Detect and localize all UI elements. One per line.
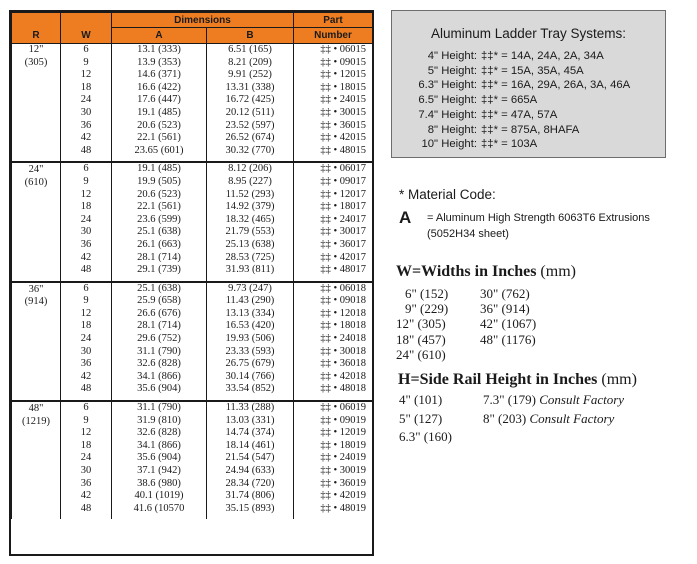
table-row [12, 132, 373, 145]
table-row [12, 333, 373, 346]
height-option-consult [483, 410, 614, 429]
header-a: A [112, 28, 207, 44]
systems-models: ‡‡* = 665A [481, 94, 538, 107]
widths-title [396, 263, 576, 281]
dimension-a-cell: 29.1 (739) [112, 264, 207, 277]
table-row [12, 465, 373, 478]
table-row [12, 346, 373, 359]
widths-title-text: W=Widths in Inches [396, 263, 537, 280]
width-option: 24" (610) [396, 346, 446, 362]
table-row [12, 490, 373, 503]
part-number-cell: ‡‡ • 12019 [294, 427, 373, 440]
table-row [12, 308, 373, 321]
table-row [12, 162, 373, 176]
table-row [12, 320, 373, 333]
width-cell: 12 [61, 308, 112, 321]
part-number-cell: ‡‡ • 48019 [294, 503, 373, 516]
part-number-cell: ‡‡ • 06018 [294, 282, 373, 296]
dimension-b-cell: 11.52 (293) [207, 189, 294, 202]
dimension-b-cell: 26.52 (674) [207, 132, 294, 145]
width-cell: 12 [61, 69, 112, 82]
part-number-cell: ‡‡ • 09015 [294, 57, 373, 70]
width-cell: 24 [61, 452, 112, 465]
table-row [12, 415, 373, 428]
systems-line [392, 64, 665, 79]
width-cell: 18 [61, 440, 112, 453]
width-option: 6" (152) [405, 286, 449, 301]
header-w: W [61, 13, 112, 44]
dimension-a-cell: 28.1 (714) [112, 320, 207, 333]
dimension-b-cell: 6.51 (165) [207, 44, 294, 57]
dimension-a-cell: 19.9 (505) [112, 176, 207, 189]
table-row [12, 452, 373, 465]
systems-models: ‡‡* = 47A, 57A [481, 108, 558, 121]
table-row [12, 189, 373, 202]
width-cell: 36 [61, 358, 112, 371]
width-cell: 42 [61, 252, 112, 265]
width-option: 36" (914) [480, 301, 530, 317]
part-number-cell: ‡‡ • 30015 [294, 107, 373, 120]
systems-models: ‡‡* = 875A, 8HAFA [481, 123, 580, 136]
table-row [12, 401, 373, 415]
material-description [427, 210, 650, 242]
table-row [12, 214, 373, 227]
dimension-b-cell: 30.14 (766) [207, 371, 294, 384]
radius-cell [12, 44, 61, 163]
part-number-cell: ‡‡ • 09017 [294, 176, 373, 189]
radius-cell [12, 282, 61, 401]
radius-inches: 12" [28, 44, 44, 55]
dimension-b-cell: 14.92 (379) [207, 201, 294, 214]
dimension-a-cell: 13.1 (333) [112, 44, 207, 57]
part-number-cell: ‡‡ • 12017 [294, 189, 373, 202]
dimension-b-cell: 24.94 (633) [207, 465, 294, 478]
dimension-a-cell: 31.1 (790) [112, 401, 207, 415]
table-row [12, 427, 373, 440]
material-code-title: * Material Code: [399, 187, 496, 202]
radius-cell [12, 162, 61, 281]
spacer-cell [61, 515, 112, 519]
dimension-a-cell: 34.1 (866) [112, 440, 207, 453]
width-cell: 6 [61, 44, 112, 57]
height-value: 8" (203) [483, 410, 527, 426]
table-row [12, 94, 373, 107]
dimension-a-cell: 13.9 (353) [112, 57, 207, 70]
systems-line [392, 49, 665, 64]
systems-models: ‡‡* = 16A, 29A, 26A, 3A, 46A [481, 79, 631, 92]
width-option: 42" (1067) [480, 316, 537, 332]
width-cell: 12 [61, 189, 112, 202]
part-number-cell: ‡‡ • 42015 [294, 132, 373, 145]
dimension-a-cell: 22.1 (561) [112, 201, 207, 214]
table-row [12, 282, 373, 296]
table-row [12, 358, 373, 371]
dimension-b-cell: 35.15 (893) [207, 503, 294, 516]
table-row [12, 201, 373, 214]
table-row [12, 440, 373, 453]
width-option: 18" (457) [396, 331, 446, 347]
table-row [12, 383, 373, 396]
width-cell: 48 [61, 383, 112, 396]
systems-line [392, 137, 665, 152]
dimension-b-cell: 23.33 (593) [207, 346, 294, 359]
dimension-b-cell: 31.74 (806) [207, 490, 294, 503]
part-number-cell: ‡‡ • 09019 [294, 415, 373, 428]
systems-models: ‡‡* = 103A [481, 138, 538, 151]
dimension-b-cell: 28.53 (725) [207, 252, 294, 265]
dimension-a-cell: 35.6 (904) [112, 383, 207, 396]
systems-height: 6.5" Height: [418, 94, 477, 107]
table-row [12, 44, 373, 57]
dimension-a-cell: 23.65 (601) [112, 145, 207, 158]
dimension-a-cell: 37.1 (942) [112, 465, 207, 478]
dimension-b-cell: 20.12 (511) [207, 107, 294, 120]
dimension-a-cell: 34.1 (866) [112, 371, 207, 384]
dimension-b-cell: 23.52 (597) [207, 120, 294, 133]
dimensions-table [9, 10, 374, 556]
systems-line [392, 78, 665, 93]
part-number-cell: ‡‡ • 48017 [294, 264, 373, 277]
radius-cell [12, 401, 61, 519]
dimension-a-cell: 16.6 (422) [112, 82, 207, 95]
dimension-b-cell: 13.31 (338) [207, 82, 294, 95]
consult-factory-note: Consult Factory [539, 392, 625, 407]
dimension-b-cell: 25.13 (638) [207, 239, 294, 252]
width-cell: 42 [61, 132, 112, 145]
radius-mm: (305) [24, 56, 48, 68]
dimension-a-cell: 19.1 (485) [112, 107, 207, 120]
width-cell: 9 [61, 295, 112, 308]
part-number-cell: ‡‡ • 48015 [294, 145, 373, 158]
ladder-tray-systems-box [391, 10, 666, 158]
radius-inches: 48" [28, 403, 44, 415]
heights-title-unit: (mm) [601, 371, 637, 388]
part-number-cell: ‡‡ • 36015 [294, 120, 373, 133]
dimension-b-cell: 11.43 (290) [207, 295, 294, 308]
systems-height: 4" Height: [427, 50, 477, 62]
width-option: 30" (762) [480, 286, 530, 301]
part-number-cell: ‡‡ • 24019 [294, 452, 373, 465]
dimension-b-cell: 11.33 (288) [207, 401, 294, 415]
table-row [12, 226, 373, 239]
dimension-a-cell: 25.9 (658) [112, 295, 207, 308]
dimension-b-cell: 9.73 (247) [207, 282, 294, 296]
width-cell: 24 [61, 214, 112, 227]
table-row [12, 107, 373, 120]
dimension-b-cell: 8.21 (209) [207, 57, 294, 70]
dimension-a-cell: 26.6 (676) [112, 308, 207, 321]
table-row [12, 264, 373, 277]
heights-title-text: H=Side Rail Height in Inches [398, 371, 598, 388]
dimension-b-cell: 18.14 (461) [207, 440, 294, 453]
height-option: 5" (127) [399, 410, 443, 426]
table-row [12, 295, 373, 308]
part-number-cell: ‡‡ • 30018 [294, 346, 373, 359]
dimension-b-cell: 21.54 (547) [207, 452, 294, 465]
part-number-cell: ‡‡ • 30017 [294, 226, 373, 239]
part-number-cell: ‡‡ • 06015 [294, 44, 373, 57]
radius-mm: (610) [24, 176, 48, 188]
systems-models: ‡‡* = 14A, 24A, 2A, 34A [481, 50, 604, 62]
width-cell: 18 [61, 82, 112, 95]
height-option: 4" (101) [399, 392, 443, 407]
dimension-b-cell: 8.12 (206) [207, 162, 294, 176]
header-r: R [12, 13, 61, 44]
dimension-b-cell: 18.32 (465) [207, 214, 294, 227]
width-cell: 24 [61, 333, 112, 346]
dimension-a-cell: 31.9 (810) [112, 415, 207, 428]
part-number-cell: ‡‡ • 42018 [294, 371, 373, 384]
systems-title: Aluminum Ladder Tray Systems: [430, 26, 627, 41]
width-cell: 48 [61, 145, 112, 158]
dimension-b-cell: 13.03 (331) [207, 415, 294, 428]
systems-height: 8" Height: [427, 123, 477, 136]
width-option: 9" (229) [405, 301, 449, 317]
width-option: 12" (305) [396, 316, 446, 332]
dimension-a-cell: 41.6 (10570 [112, 503, 207, 516]
width-cell: 30 [61, 107, 112, 120]
dimension-a-cell: 25.1 (638) [112, 282, 207, 296]
dimension-b-cell: 33.54 (852) [207, 383, 294, 396]
width-cell: 18 [61, 320, 112, 333]
radius-inches: 24" [28, 164, 44, 176]
dimension-b-cell: 16.72 (425) [207, 94, 294, 107]
dimension-b-cell: 21.79 (553) [207, 226, 294, 239]
width-cell: 48 [61, 503, 112, 516]
width-cell: 36 [61, 478, 112, 491]
table-row [12, 371, 373, 384]
table-row [12, 120, 373, 133]
height-option-consult [483, 391, 624, 410]
radius-mm: (914) [24, 296, 48, 308]
dimension-b-cell: 8.95 (227) [207, 176, 294, 189]
part-number-cell: ‡‡ • 36018 [294, 358, 373, 371]
width-cell: 30 [61, 226, 112, 239]
dimension-a-cell: 32.6 (828) [112, 427, 207, 440]
systems-height: 10" Height: [421, 138, 477, 151]
dimension-a-cell: 14.6 (371) [112, 69, 207, 82]
part-number-cell: ‡‡ • 18018 [294, 320, 373, 333]
width-cell: 9 [61, 57, 112, 70]
part-number-cell: ‡‡ • 24017 [294, 214, 373, 227]
part-number-cell: ‡‡ • 18019 [294, 440, 373, 453]
dimension-b-cell: 19.93 (506) [207, 333, 294, 346]
width-cell: 9 [61, 176, 112, 189]
height-option: 6.3" (160) [399, 429, 452, 444]
dimension-b-cell: 30.32 (770) [207, 145, 294, 158]
dimension-b-cell: 14.74 (374) [207, 427, 294, 440]
dimension-b-cell: 31.93 (811) [207, 264, 294, 277]
part-number-cell: ‡‡ • 36017 [294, 239, 373, 252]
width-cell: 30 [61, 465, 112, 478]
table-row [12, 82, 373, 95]
material-desc-line1: = Aluminum High Strength 6063T6 Extrusions [427, 212, 650, 224]
systems-line [392, 108, 665, 123]
width-cell: 24 [61, 94, 112, 107]
dimension-a-cell: 29.6 (752) [112, 333, 207, 346]
header-part-top: Part [294, 13, 373, 28]
dimension-a-cell: 38.6 (980) [112, 478, 207, 491]
header-part-bottom: Number [294, 28, 373, 44]
header-b: B [207, 28, 294, 44]
width-cell: 9 [61, 415, 112, 428]
part-number-cell: ‡‡ • 18015 [294, 82, 373, 95]
part-number-cell: ‡‡ • 12018 [294, 308, 373, 321]
dimension-a-cell: 31.1 (790) [112, 346, 207, 359]
group-spacer [12, 515, 373, 519]
dimension-a-cell: 32.6 (828) [112, 358, 207, 371]
width-cell: 36 [61, 239, 112, 252]
part-number-cell: ‡‡ • 09018 [294, 295, 373, 308]
table-body [12, 44, 373, 520]
part-number-cell: ‡‡ • 42017 [294, 252, 373, 265]
dimensions-grid [11, 12, 373, 519]
dimension-a-cell: 25.1 (638) [112, 226, 207, 239]
width-cell: 12 [61, 427, 112, 440]
systems-height: 7.4" Height: [418, 108, 477, 121]
dimension-a-cell: 26.1 (663) [112, 239, 207, 252]
dimension-a-cell: 23.6 (599) [112, 214, 207, 227]
table-row [12, 145, 373, 158]
header-dimensions: Dimensions [112, 13, 294, 28]
width-cell: 30 [61, 346, 112, 359]
material-code-letter: A [399, 208, 412, 227]
width-cell: 6 [61, 282, 112, 296]
table-row [12, 239, 373, 252]
systems-height: 5" Height: [427, 64, 477, 77]
dimension-a-cell: 19.1 (485) [112, 162, 207, 176]
width-cell: 42 [61, 371, 112, 384]
width-cell: 42 [61, 490, 112, 503]
dimension-a-cell: 20.6 (523) [112, 189, 207, 202]
systems-line [392, 93, 665, 108]
table-row [12, 252, 373, 265]
table-row [12, 503, 373, 516]
dimension-b-cell: 16.53 (420) [207, 320, 294, 333]
part-number-cell: ‡‡ • 18017 [294, 201, 373, 214]
dimension-a-cell: 28.1 (714) [112, 252, 207, 265]
part-number-cell: ‡‡ • 06019 [294, 401, 373, 415]
radius-mm: (1219) [22, 415, 50, 427]
width-cell: 6 [61, 401, 112, 415]
part-number-cell: ‡‡ • 48018 [294, 383, 373, 396]
dimension-b-cell: 13.13 (334) [207, 308, 294, 321]
part-number-cell: ‡‡ • 12015 [294, 69, 373, 82]
systems-line [392, 123, 665, 138]
part-number-cell: ‡‡ • 30019 [294, 465, 373, 478]
dimension-a-cell: 40.1 (1019) [112, 490, 207, 503]
dimension-a-cell: 35.6 (904) [112, 452, 207, 465]
heights-title [398, 371, 637, 389]
radius-inches: 36" [28, 283, 44, 295]
table-row [12, 176, 373, 189]
width-cell: 36 [61, 120, 112, 133]
systems-height: 6.3" Height: [418, 79, 477, 92]
systems-models: ‡‡* = 15A, 35A, 45A [481, 64, 584, 77]
part-number-cell: ‡‡ • 42019 [294, 490, 373, 503]
spacer-cell [207, 515, 294, 519]
part-number-cell: ‡‡ • 24015 [294, 94, 373, 107]
part-number-cell: ‡‡ • 06017 [294, 162, 373, 176]
table-row [12, 69, 373, 82]
table-row [12, 478, 373, 491]
spacer-cell [112, 515, 207, 519]
widths-title-unit: (mm) [540, 263, 576, 280]
dimension-a-cell: 17.6 (447) [112, 94, 207, 107]
systems-list [392, 49, 665, 152]
part-number-cell: ‡‡ • 24018 [294, 333, 373, 346]
dimension-b-cell: 26.75 (679) [207, 358, 294, 371]
part-number-cell: ‡‡ • 36019 [294, 478, 373, 491]
width-cell: 18 [61, 201, 112, 214]
material-desc-line2: (5052H34 sheet) [427, 228, 509, 240]
dimension-b-cell: 9.91 (252) [207, 69, 294, 82]
dimension-b-cell: 28.34 (720) [207, 478, 294, 491]
dimension-a-cell: 22.1 (561) [112, 132, 207, 145]
width-cell: 6 [61, 162, 112, 176]
table-row [12, 57, 373, 70]
width-option: 48" (1176) [480, 331, 536, 347]
height-value: 7.3" (179) [483, 392, 536, 407]
consult-factory-note: Consult Factory [529, 410, 615, 426]
spacer-cell [294, 515, 373, 519]
width-cell: 48 [61, 264, 112, 277]
dimension-a-cell: 20.6 (523) [112, 120, 207, 133]
